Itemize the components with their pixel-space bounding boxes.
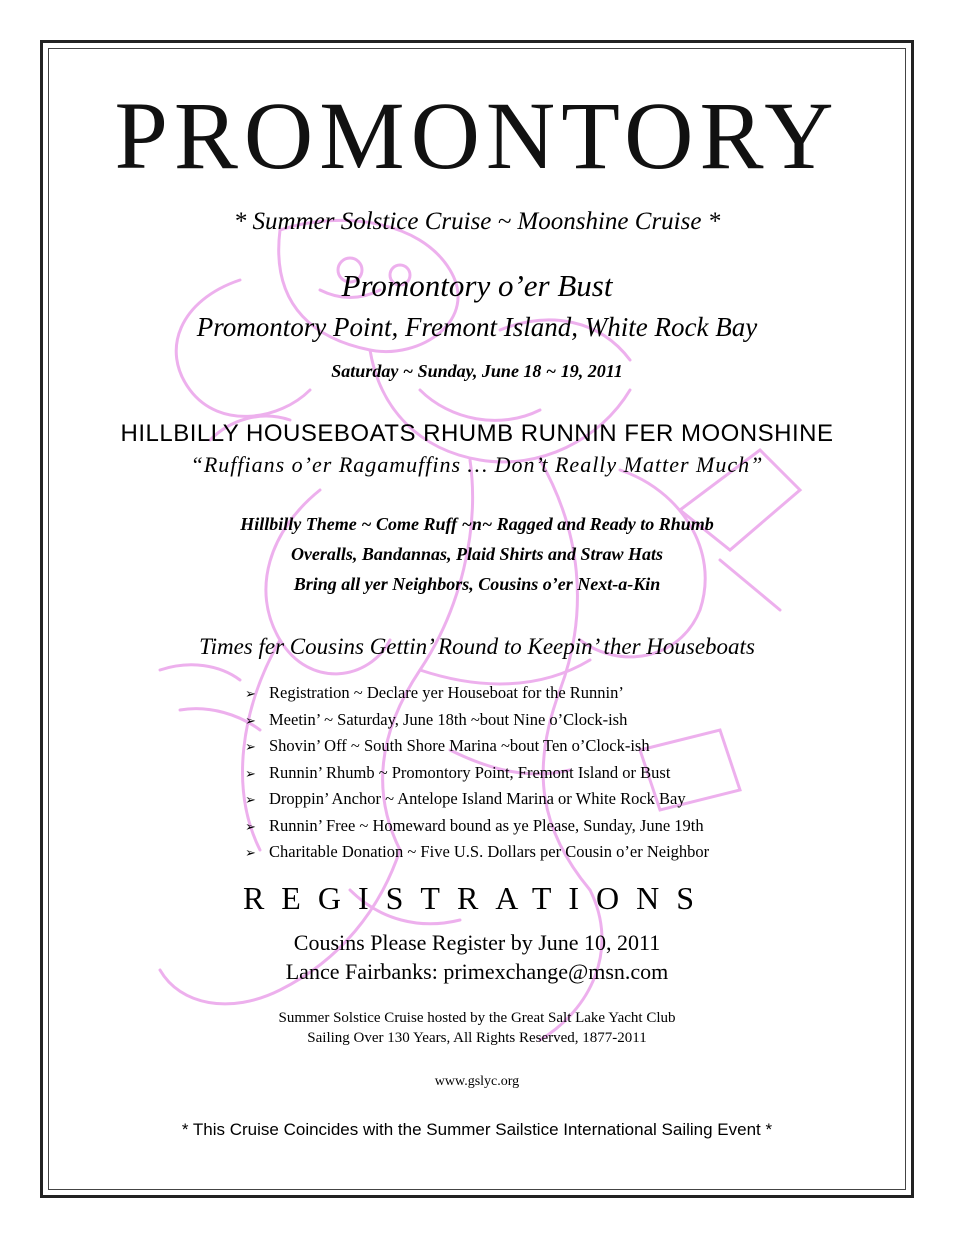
tagline: “Ruffians o’er Ragamuffins … Don’t Really Matter Much” xyxy=(190,452,764,477)
schedule-item xyxy=(245,839,709,866)
theme-line: Hillbilly Theme ~ Come Ruff ~n~ Ragged and Ready to Rhumb xyxy=(240,514,714,534)
schedule-item-text: Droppin’ Anchor ~ Antelope Island Marina or White Rock Bay xyxy=(269,789,686,808)
arrow-bullet-icon: ➢ xyxy=(245,686,256,701)
schedule-item-text: Registration ~ Declare yer Houseboat for the Runnin’ xyxy=(269,683,624,702)
arrow-bullet-icon: ➢ xyxy=(245,739,256,754)
schedule-item-text: Shovin’ Off ~ South Shore Marina ~bout Ten o’Clock-ish xyxy=(269,736,650,755)
arrow-bullet-icon: ➢ xyxy=(245,712,256,728)
website-link[interactable]: www.gslyc.org xyxy=(434,1074,520,1089)
cruise-subtitle: * Summer Solstice Cruise ~ Moonshine Cruise * xyxy=(233,208,721,235)
arrow-bullet-icon: ➢ xyxy=(245,792,256,807)
flyer-title: PROMONTORY xyxy=(114,82,840,189)
register-by: Cousins Please Register by June 10, 2011 xyxy=(293,930,661,955)
schedule-item-text: Runnin’ Free ~ Homeward bound as ye Please, Sunday, June 19th xyxy=(269,815,704,835)
event-dates: Saturday ~ Sunday, June 18 ~ 19, 2011 xyxy=(331,361,623,381)
schedule-item xyxy=(245,733,709,760)
club-line: Summer Solstice Cruise hosted by the Great Salt Lake Yacht Club xyxy=(278,1010,676,1026)
event-locations: Promontory Point, Fremont Island, White Rock Bay xyxy=(196,312,758,342)
schedule-heading: Times fer Cousins Gettin’ Round to Keepin’ ther Houseboats xyxy=(199,634,755,659)
club-line: Sailing Over 130 Years, All Rights Reserved, 1877-2011 xyxy=(307,1030,647,1046)
schedule-item xyxy=(245,707,709,734)
arrow-bullet-icon: ➢ xyxy=(245,765,256,781)
schedule-item-text: Charitable Donation ~ Five U.S. Dollars per Cousin o’er Neighbor xyxy=(269,842,710,861)
schedule-item-text: Meetin’ ~ Saturday, June 18th ~bout Nine o’Clock-ish xyxy=(269,709,628,729)
theme-line: Bring all yer Neighbors, Cousins o’er Next-a-Kin xyxy=(293,574,661,594)
theme-line: Overalls, Bandannas, Plaid Shirts and Straw Hats xyxy=(290,544,664,564)
arrow-bullet-icon: ➢ xyxy=(245,818,256,834)
schedule-item xyxy=(245,760,709,787)
arrow-bullet-icon: ➢ xyxy=(245,845,256,860)
footer-note: * This Cruise Coincides with the Summer Sailstice International Sailing Event * xyxy=(181,1120,773,1139)
schedule-item xyxy=(245,786,709,813)
schedule-item xyxy=(245,813,709,840)
schedule-item xyxy=(245,680,709,707)
registrations-heading: REGISTRATIONS xyxy=(242,880,712,916)
schedule-item-text: Runnin’ Rhumb ~ Promontory Point, Fremont Island or Bust xyxy=(269,762,671,782)
event-name: Promontory o’er Bust xyxy=(341,268,613,303)
contact-email[interactable]: Lance Fairbanks: primexchange@msn.com xyxy=(285,959,669,984)
headline: HILLBILLY HOUSEBOATS RHUMB RUNNIN FER MOONSHINE xyxy=(120,420,834,447)
schedule-list xyxy=(245,680,709,866)
